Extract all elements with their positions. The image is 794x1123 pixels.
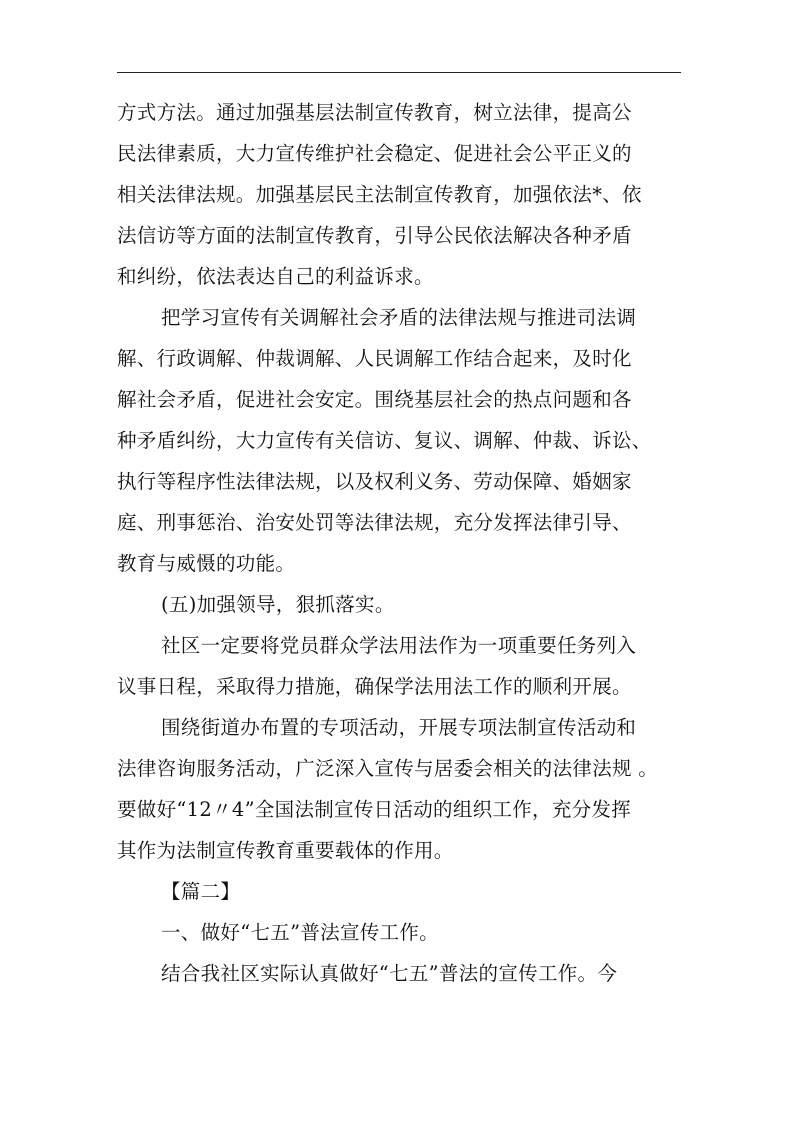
document-body — [117, 92, 697, 994]
section-heading: (五)加强领导，狠抓落实。 — [161, 593, 395, 616]
paragraph-start-line: 结合我社区实际认真做好“七五”普法的宣传工作。今 — [161, 962, 618, 985]
paragraph-start-line: 把学习宣传有关调解社会矛盾的法律法规与推进司法调 — [161, 306, 637, 329]
text-line: 执行等程序性法律法规，以及权利义务、劳动保障、婚姻家 — [117, 470, 632, 493]
text-line: 要做好“12〃4”全国法制宣传日活动的组织工作，充分发挥 — [117, 798, 632, 821]
paragraph-start-line: 围绕街道办布置的专项活动，开展专项法制宣传活动和 — [161, 716, 637, 739]
text-line: 方式方法。通过加强基层法制宣传教育，树立法律，提高公 — [117, 101, 632, 124]
text-line: 法信访等方面的法制宣传教育，引导公民依法解决各种矛盾 — [117, 224, 632, 247]
text-line: 相关法律法规。加强基层民主法制宣传教育，加强依法*、依 — [117, 183, 642, 206]
text-line: 解社会矛盾，促进社会安定。围绕基层社会的热点问题和各 — [117, 388, 632, 411]
header-rule — [117, 72, 681, 73]
text-line: 种矛盾纠纷，大力宣传有关信访、复议、调解、仲裁、诉讼、 — [117, 429, 652, 452]
text-line: 法律咨询服务活动，广泛深入宣传与居委会相关的法律法规 。 — [117, 757, 659, 780]
text-line: 民法律素质，大力宣传维护社会稳定、促进社会公平正义的 — [117, 142, 632, 165]
text-line: 其作为法制宣传教育重要载体的作用。 — [117, 839, 454, 862]
part-heading: 【篇二】 — [161, 880, 241, 903]
text-line: 议事日程，采取得力措施，确保学法用法工作的顺利开展。 — [117, 675, 632, 698]
text-line: 解、行政调解、仲裁调解、人民调解工作结合起来，及时化 — [117, 347, 632, 370]
section-heading: 一、做好“七五”普法宣传工作。 — [161, 921, 439, 944]
text-line: 庭、刑事惩治、治安处罚等法律法规，充分发挥法律引导、 — [117, 511, 632, 534]
text-line: 和纠纷，依法表达自己的利益诉求。 — [117, 265, 434, 288]
text-line: 教育与威慑的功能。 — [117, 552, 296, 575]
paragraph-start-line: 社区一定要将党员群众学法用法作为一项重要任务列入 — [161, 634, 637, 657]
